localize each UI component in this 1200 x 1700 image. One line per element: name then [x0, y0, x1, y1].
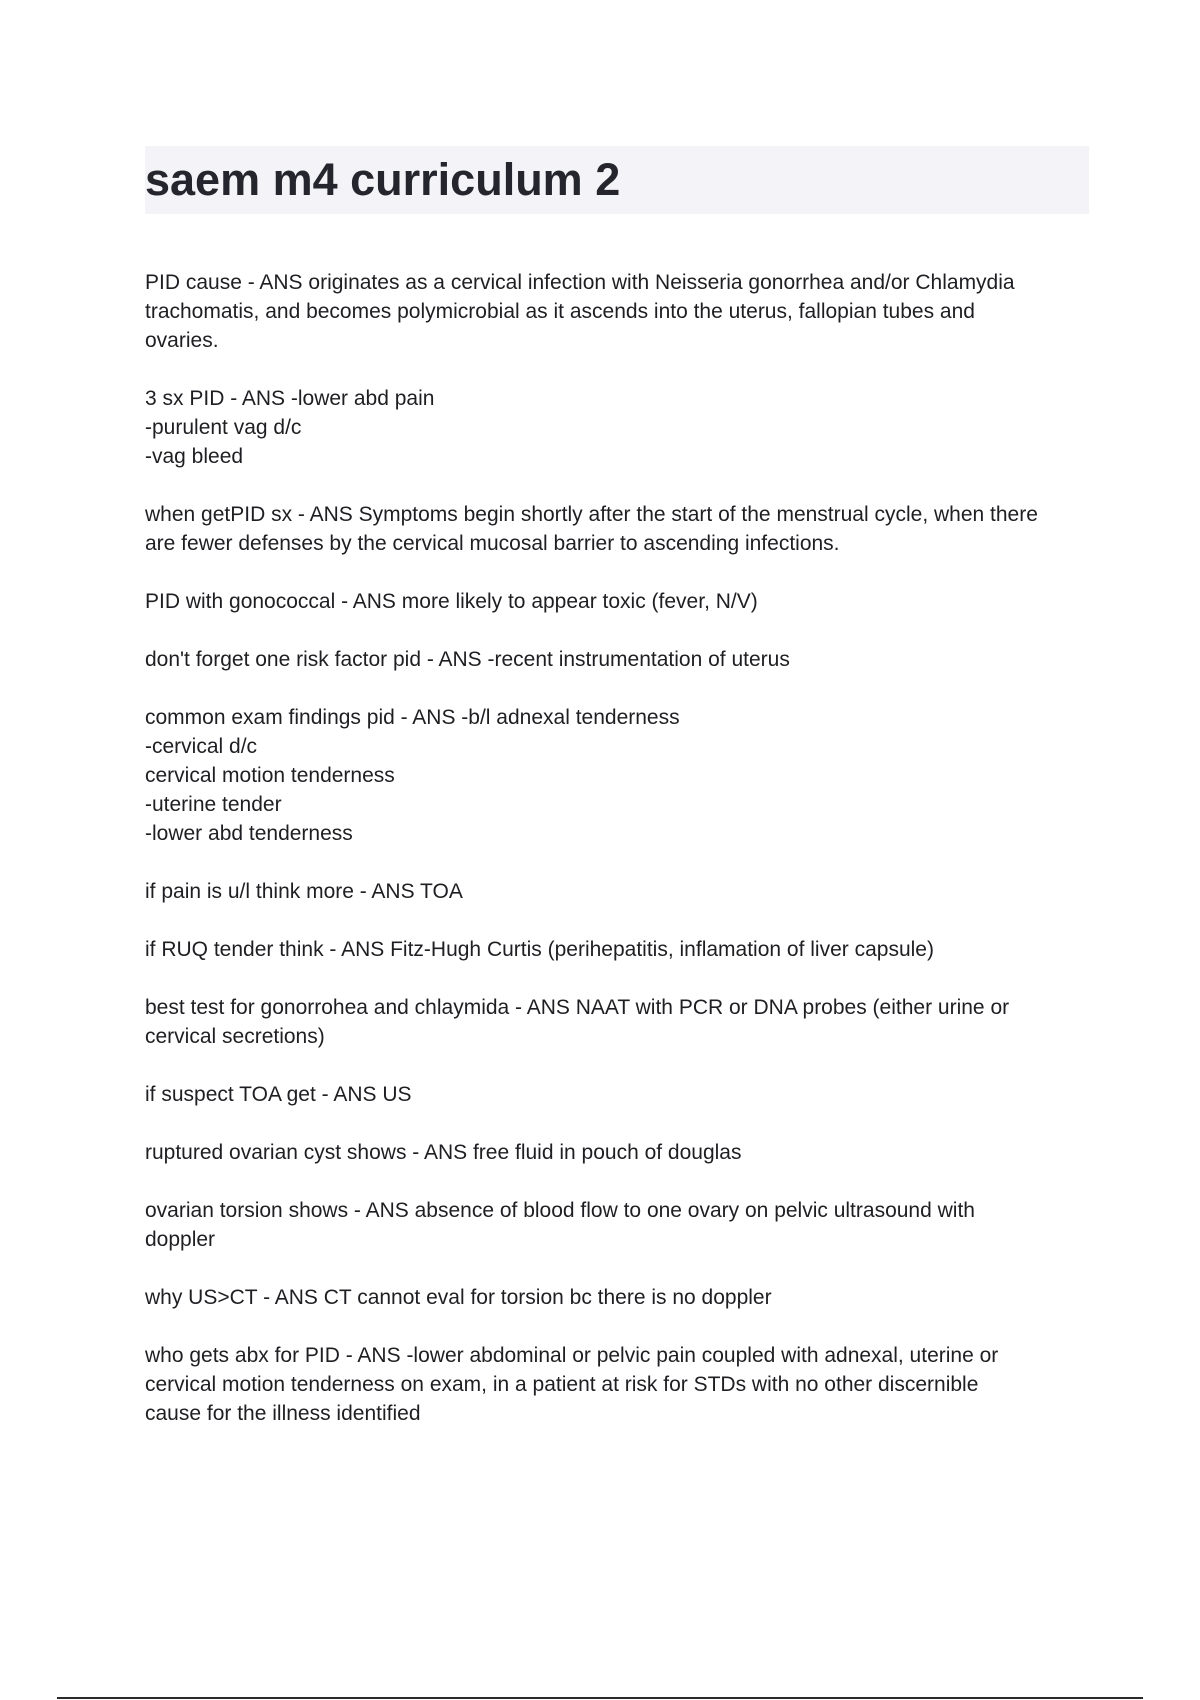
document-body — [145, 268, 1095, 1457]
qa-entry — [145, 587, 1095, 616]
text-line: -cervical d/c — [145, 735, 258, 758]
qa-entry — [145, 268, 1095, 355]
text-line: when getPID sx - ANS Symptoms begin shortly after the start of the menstrual cycle, when there — [145, 503, 1038, 526]
page-title: saem m4 curriculum 2 — [145, 154, 621, 205]
text-line: ovaries. — [145, 329, 219, 352]
qa-entry — [145, 935, 1095, 964]
qa-entry — [145, 1080, 1095, 1109]
text-line: who gets abx for PID - ANS -lower abdominal or pelvic pain coupled with adnexal, uterine or — [145, 1344, 999, 1367]
text-line: PID cause - ANS originates as a cervical infection with Neisseria gonorrhea and/or Chlamydia — [145, 271, 1015, 294]
text-line: -lower abd tenderness — [145, 822, 353, 845]
text-line: 3 sx PID - ANS -lower abd pain — [145, 387, 435, 410]
qa-entry — [145, 703, 1095, 848]
qa-entry — [145, 645, 1095, 674]
text-line: cervical motion tenderness — [145, 764, 395, 787]
title-band — [145, 146, 1089, 214]
text-line: -purulent vag d/c — [145, 416, 302, 439]
qa-entry — [145, 1283, 1095, 1312]
text-line: why US>CT - ANS CT cannot eval for torsion bc there is no doppler — [145, 1286, 772, 1309]
qa-entry — [145, 993, 1095, 1051]
text-line: trachomatis, and becomes polymicrobial as it ascends into the uterus, fallopian tubes and — [145, 300, 975, 323]
text-line: best test for gonorrohea and chlaymida - ANS NAAT with PCR or DNA probes (either urine or — [145, 996, 1010, 1019]
text-line: cervical secretions) — [145, 1025, 325, 1048]
text-line: doppler — [145, 1228, 216, 1251]
qa-entry — [145, 877, 1095, 906]
text-line: cervical motion tenderness on exam, in a patient at risk for STDs with no other discernible — [145, 1373, 979, 1396]
text-line: common exam findings pid - ANS -b/l adnexal tenderness — [145, 706, 680, 729]
text-line: -uterine tender — [145, 793, 282, 816]
qa-entry — [145, 384, 1095, 471]
text-line: -vag bleed — [145, 445, 244, 468]
qa-entry — [145, 1138, 1095, 1167]
text-line: if pain is u/l think more - ANS TOA — [145, 880, 463, 903]
qa-entry — [145, 1341, 1095, 1428]
text-line: PID with gonococcal - ANS more likely to appear toxic (fever, N/V) — [145, 590, 758, 613]
text-line: are fewer defenses by the cervical mucosal barrier to ascending infections. — [145, 532, 840, 555]
text-line: ruptured ovarian cyst shows - ANS free fluid in pouch of douglas — [145, 1141, 742, 1164]
text-line: if suspect TOA get - ANS US — [145, 1083, 412, 1106]
qa-entry — [145, 1196, 1095, 1254]
text-line: if RUQ tender think - ANS Fitz-Hugh Curtis (perihepatitis, inflamation of liver capsule) — [145, 938, 934, 961]
text-line: don't forget one risk factor pid - ANS -recent instrumentation of uterus — [145, 648, 790, 671]
text-line: cause for the illness identified — [145, 1402, 421, 1425]
qa-entry — [145, 500, 1095, 558]
footer-divider — [57, 1697, 1143, 1699]
text-line: ovarian torsion shows - ANS absence of blood flow to one ovary on pelvic ultrasound with — [145, 1199, 975, 1222]
